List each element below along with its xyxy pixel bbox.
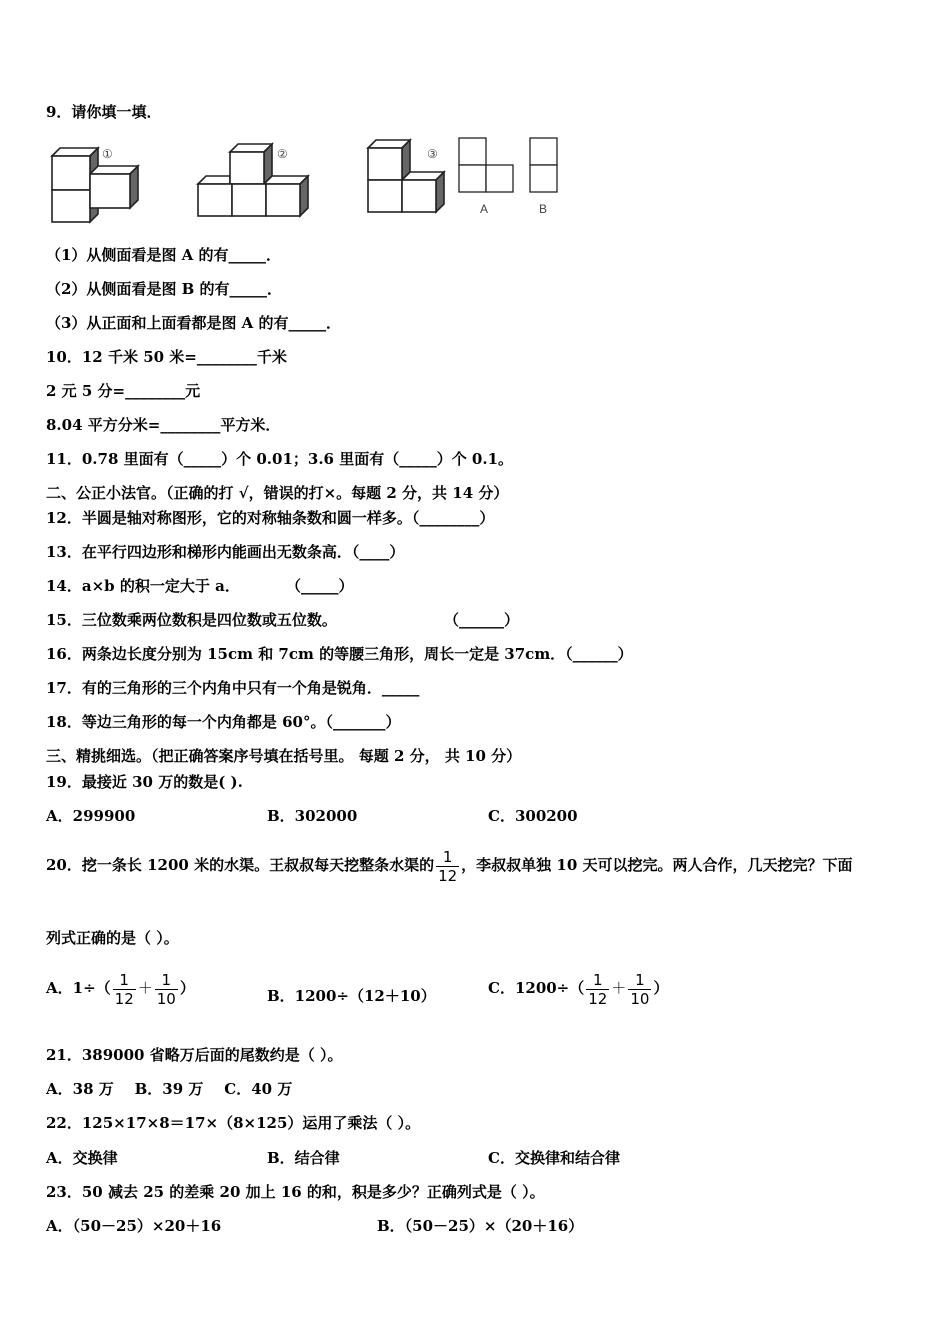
q20-a-frac1 <box>113 971 136 1008</box>
frac-denominator: 10 <box>630 989 650 1008</box>
frac-denominator: 10 <box>156 989 176 1008</box>
q20-option-b: B．1200÷（12＋10） <box>267 987 436 1005</box>
q18: 18．等边三角形的每一个内角都是 60°。（_______） <box>46 713 401 731</box>
frac-denominator: 12 <box>588 989 608 1008</box>
q10-line2: 2 元 5 分=________元 <box>46 382 201 400</box>
frac-numerator: 1 <box>635 970 645 989</box>
q13: 13．在平行四边形和梯形内能画出无数条高．（____） <box>46 543 405 561</box>
q20-a-frac2 <box>155 971 178 1008</box>
q14-blank: （_____） <box>286 577 354 595</box>
cube-figures <box>44 134 574 226</box>
label-1: ① <box>102 147 113 161</box>
q16: 16．两条边长度分别为 15cm 和 7cm 的等腰三角形，周长一定是 37cm．（______） <box>46 645 633 663</box>
q12: 12．半圆是轴对称图形，它的对称轴条数和圆一样多。（________） <box>46 509 495 527</box>
cube-figure-1 <box>52 148 138 222</box>
q20-c-frac1 <box>586 971 609 1008</box>
plus-sign: ＋ <box>137 979 153 997</box>
q20-stem-2: 列式正确的是（ ）。 <box>46 929 179 947</box>
q22-option-b: B．结合律 <box>267 1149 340 1167</box>
q10-line3: 8.04 平方分米=________平方米． <box>46 416 281 434</box>
q20-c-frac2 <box>628 971 651 1008</box>
q21-options: A．38 万 B．39 万 C．40 万 <box>46 1080 293 1098</box>
q20-stem-pre: 20．挖一条长 1200 米的水渠。王叔叔每天挖整条水渠的 <box>46 856 435 874</box>
q20-a-post: ） <box>179 979 195 997</box>
q20-fraction <box>436 848 459 885</box>
q20-option-c <box>488 968 668 1008</box>
q17: 17．有的三角形的三个内角中只有一个角是锐角．_____ <box>46 679 420 697</box>
q9-sub2: （2）从侧面看是图 B 的有_____． <box>46 280 283 298</box>
q19-option-b: B．302000 <box>267 807 358 825</box>
frac-numerator: 1 <box>442 847 453 866</box>
q20-a-pre: A．1÷（ <box>46 979 111 997</box>
q23-option-b: B．（50－25）×（20＋16） <box>377 1217 584 1235</box>
q15-blank: （______） <box>444 611 520 629</box>
q22-option-c: C．交换律和结合律 <box>488 1149 620 1167</box>
q21-stem: 21．389000 省略万后面的尾数约是（ ）。 <box>46 1046 343 1064</box>
plus-sign: ＋ <box>611 979 627 997</box>
q9-sub3: （3）从正面和上面看都是图 A 的有_____． <box>46 314 342 332</box>
q14-text: 14．a×b 的积一定大于 a． <box>46 577 240 595</box>
q23-option-a: A．（50－25）×20＋16 <box>46 1217 222 1235</box>
q20-c-post: ） <box>653 979 669 997</box>
label-a: A <box>480 202 489 216</box>
section-2-heading: 二、公正小法官。（正确的打 √，错误的打×。每题 2 分，共 14 分） <box>46 484 509 502</box>
q19-option-c: C．300200 <box>488 807 578 825</box>
label-b: B <box>539 202 548 216</box>
frac-denominator: 12 <box>438 866 458 885</box>
frac-denominator: 12 <box>114 989 134 1008</box>
q22-stem: 22．125×17×8＝17×（8×125）运用了乘法（ ）。 <box>46 1114 421 1132</box>
q11: 11．0.78 里面有（_____）个 0.01；3.6 里面有（_____）个 0.1。 <box>46 450 514 468</box>
q20-option-a <box>46 968 195 1008</box>
frac-numerator: 1 <box>119 970 129 989</box>
view-a <box>459 138 513 192</box>
q22-option-a: A．交换律 <box>46 1149 118 1167</box>
cube-figure-2 <box>198 144 308 216</box>
q10-line1: 10．12 千米 50 米=________千米 <box>46 348 287 366</box>
q9-title: 9．请你填一填． <box>46 103 162 121</box>
section-3-heading: 三、精挑细选。（把正确答案序号填在括号里。 每题 2 分， 共 10 分） <box>46 747 522 765</box>
q20-stem <box>46 845 853 885</box>
q15-text: 15．三位数乘两位数积是四位数或五位数。 <box>46 611 337 629</box>
label-3: ③ <box>427 147 438 161</box>
label-2: ② <box>277 147 288 161</box>
q20-stem-post: ，李叔叔单独 10 天可以挖完。两人合作，几天挖完？下面 <box>461 856 853 874</box>
q20-c-pre: C．1200÷（ <box>488 979 585 997</box>
view-b <box>530 138 557 192</box>
q9-sub1: （1）从侧面看是图 A 的有_____． <box>46 246 282 264</box>
q19-option-a: A．299900 <box>46 807 136 825</box>
frac-numerator: 1 <box>161 970 172 989</box>
q19-stem: 19．最接近 30 万的数是( ). <box>46 773 243 791</box>
q23-stem: 23．50 减去 25 的差乘 20 加上 16 的和，积是多少？正确列式是（ ）。 <box>46 1183 545 1201</box>
frac-numerator: 1 <box>593 970 603 989</box>
